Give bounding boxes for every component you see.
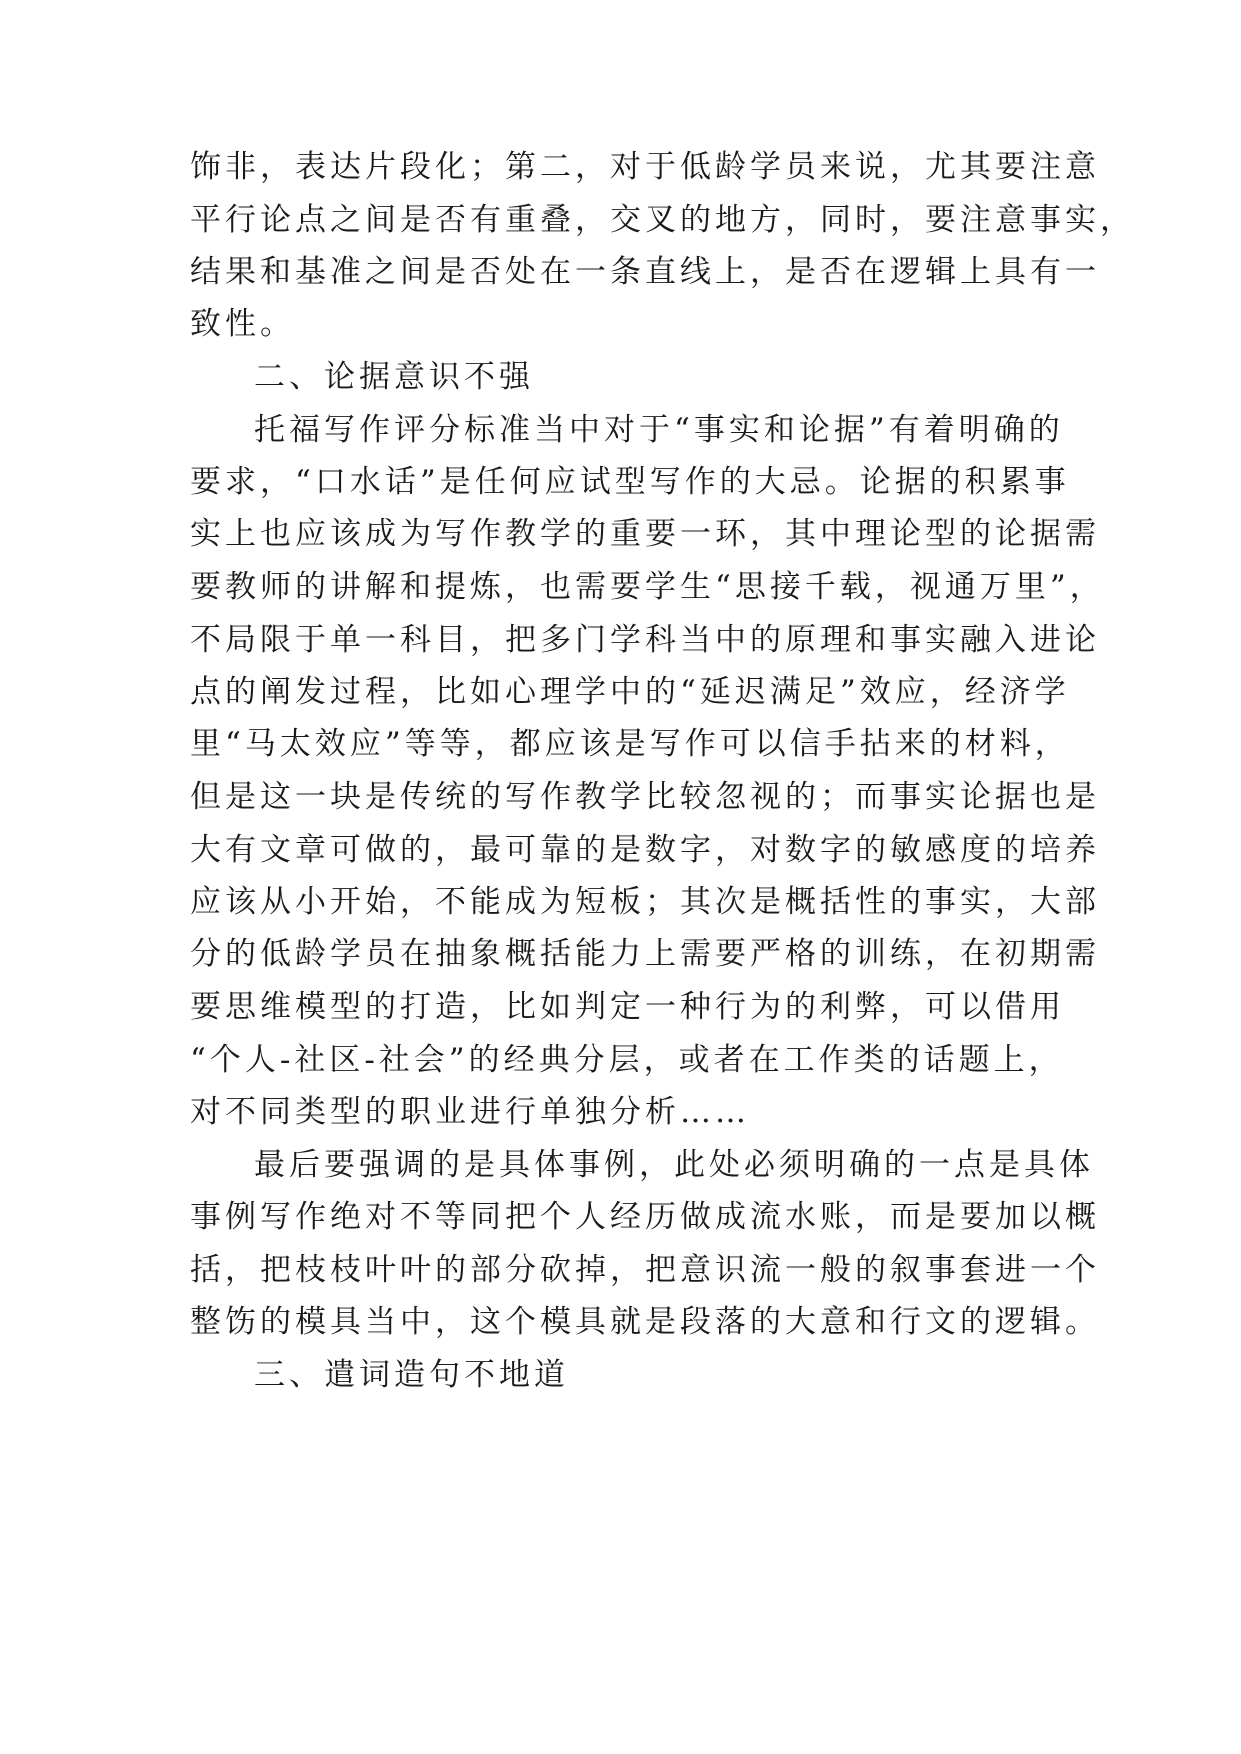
- paragraph-line: 事例写作绝对不等同把个人经历做成流水账，而是要加以概: [190, 1199, 1100, 1235]
- section-heading: 三、遣词造句不地道: [254, 1357, 569, 1393]
- paragraph-line: “个人-社区-社会”的经典分层，或者在工作类的话题上，: [190, 1042, 1064, 1078]
- paragraph-line: 平行论点之间是否有重叠，交叉的地方，同时，要注意事实，: [190, 202, 1135, 238]
- paragraph-line: 不局限于单一科目，把多门学科当中的原理和事实融入进论: [190, 622, 1100, 658]
- paragraph-line: 但是这一块是传统的写作教学比较忽视的；而事实论据也是: [190, 779, 1100, 815]
- paragraph-line: 里“马太效应”等等，都应该是写作可以信手拈来的材料，: [190, 726, 1070, 762]
- paragraph-line: 对不同类型的职业进行单独分析……: [190, 1094, 750, 1130]
- paragraph-line: 托福写作评分标准当中对于“事实和论据”有着明确的: [254, 412, 1064, 448]
- paragraph-line: 大有文章可做的，最可靠的是数字，对数字的敏感度的培养: [190, 832, 1100, 868]
- section-heading: 二、论据意识不强: [254, 359, 534, 395]
- paragraph-line: 括，把枝枝叶叶的部分砍掉，把意识流一般的叙事套进一个: [190, 1252, 1100, 1288]
- paragraph-line: 要求，“口水话”是任何应试型写作的大忌。论据的积累事: [190, 464, 1070, 500]
- paragraph-line: 最后要强调的是具体事例，此处必须明确的一点是具体: [254, 1147, 1094, 1183]
- paragraph-line: 应该从小开始，不能成为短板；其次是概括性的事实，大部: [190, 884, 1100, 920]
- paragraph-line: 实上也应该成为写作教学的重要一环，其中理论型的论据需: [190, 516, 1100, 552]
- paragraph-line: 饰非，表达片段化；第二，对于低龄学员来说，尤其要注意: [190, 149, 1100, 185]
- paragraph-line: 分的低龄学员在抽象概括能力上需要严格的训练，在初期需: [190, 936, 1100, 972]
- paragraph-line: 要教师的讲解和提炼，也需要学生“思接千载，视通万里”，: [190, 569, 1105, 605]
- paragraph-line: 结果和基准之间是否处在一条直线上，是否在逻辑上具有一: [190, 254, 1100, 290]
- paragraph-line: 致性。: [190, 306, 295, 342]
- paragraph-line: 点的阐发过程，比如心理学中的“延迟满足”效应，经济学: [190, 674, 1070, 710]
- paragraph-line: 整饬的模具当中，这个模具就是段落的大意和行文的逻辑。: [190, 1304, 1100, 1340]
- paragraph-line: 要思维模型的打造，比如判定一种行为的利弊，可以借用: [190, 989, 1065, 1025]
